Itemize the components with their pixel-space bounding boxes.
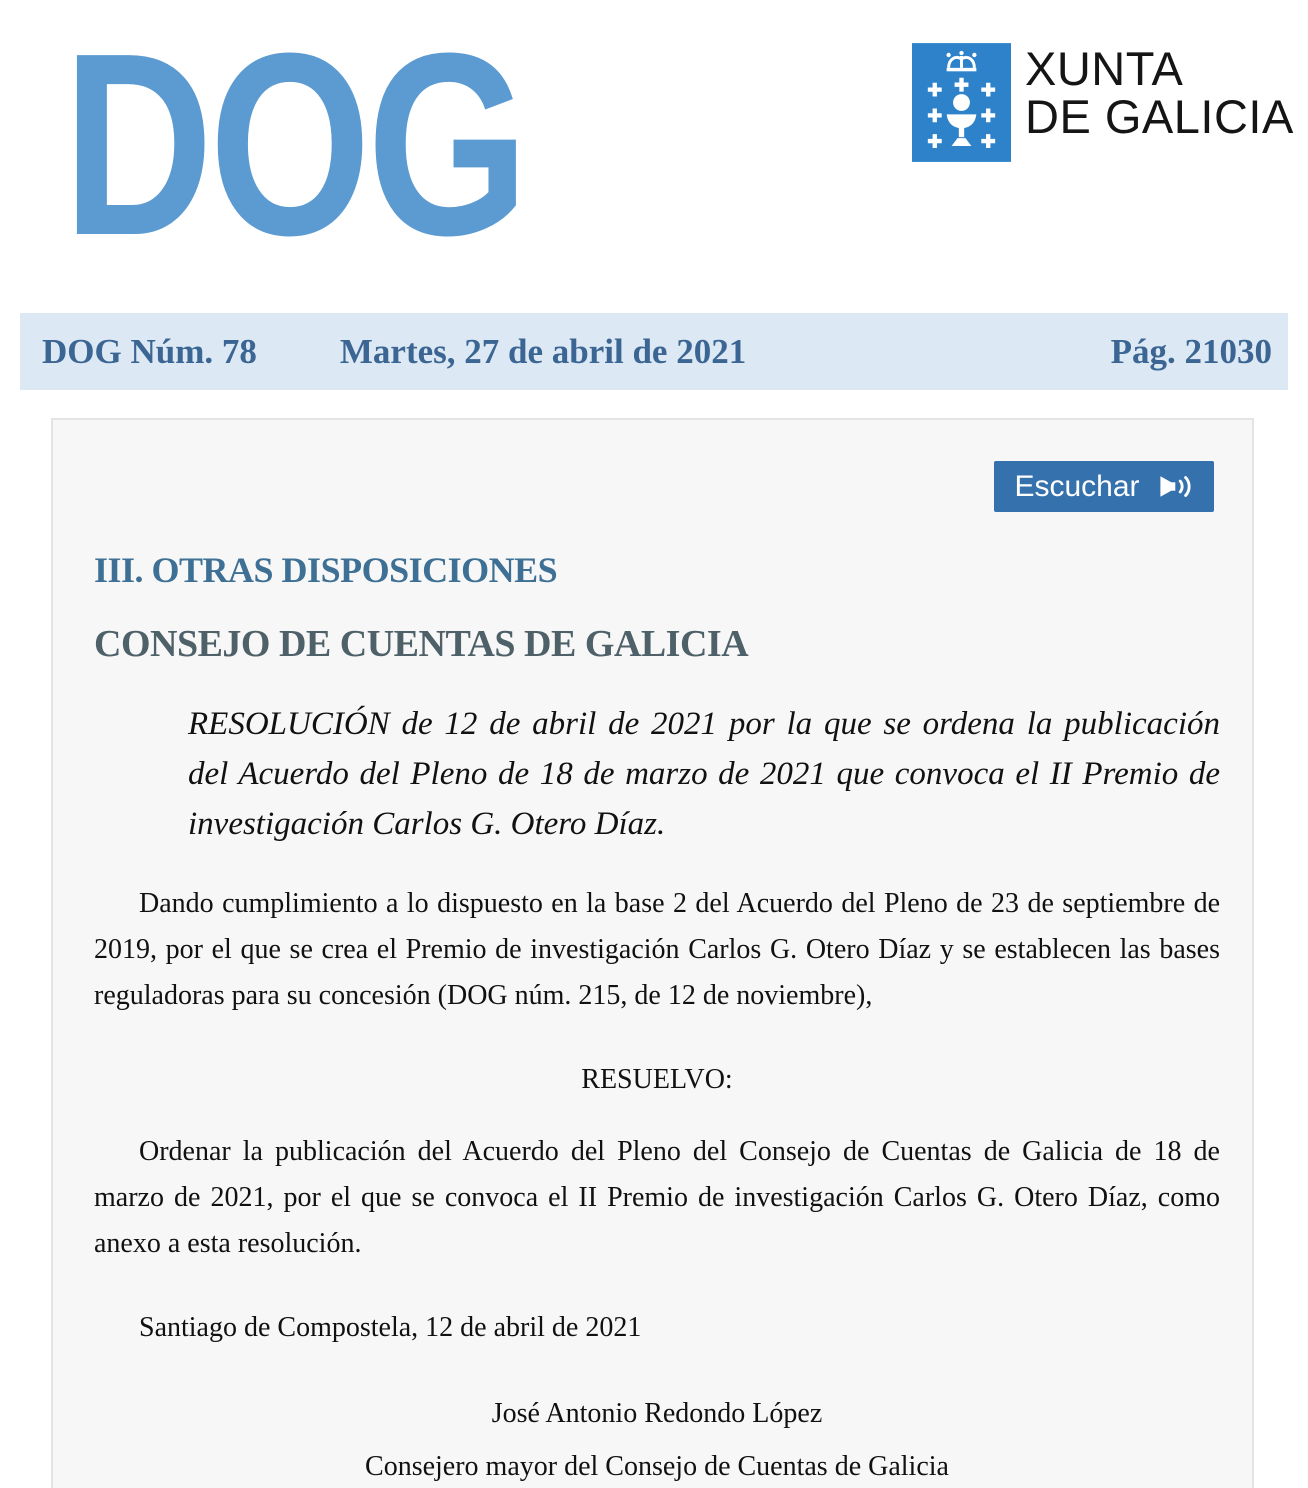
masthead — [0, 0, 1308, 313]
issue-info-bar — [20, 313, 1288, 390]
listen-button-row — [94, 461, 1214, 512]
paragraph-2: Ordenar la publicación del Acuerdo del Pleno del Consejo de Cuentas de Galicia de 18 de marzo de 2021, por el que se convoca el II Premio de investigación Carlos G. Otero Díaz, como anexo a esta resolución. — [94, 1136, 1220, 1259]
place-and-date: Santiago de Compostela, 12 de abril de 2021 — [139, 1312, 642, 1343]
page-number: Pág. 21030 — [1110, 331, 1272, 371]
issue-date: Martes, 27 de abril de 2021 — [339, 331, 747, 371]
xunta-galicia-emblem-icon — [912, 43, 1011, 162]
section-heading: III. OTRAS DISPOSICIONES — [94, 550, 558, 590]
listen-button[interactable] — [994, 461, 1214, 512]
listen-button-label: Escuchar — [1014, 469, 1140, 503]
organization-heading: CONSEJO DE CUENTAS DE GALICIA — [94, 623, 749, 665]
issue-number: DOG Núm. 78 — [42, 331, 257, 371]
xunta-logo-text-line1: XUNTA — [1025, 42, 1184, 95]
xunta-logo-wordmark — [1025, 42, 1294, 143]
dog-logo: DOG — [63, 0, 525, 290]
resolution-heading: RESUELVO: — [581, 1064, 733, 1095]
speaker-icon — [1158, 472, 1194, 501]
signatory-name: José Antonio Redondo López — [491, 1398, 823, 1429]
resolution-summary: RESOLUCIÓN de 12 de abril de 2021 por la que se ordena la publicación del Acuerdo del Pleno de 18 de marzo de 2021 que convoca el II Premio de investigación Carlos G. Otero Díaz. — [188, 706, 1220, 842]
signatory-title: Consejero mayor del Consejo de Cuentas de Galicia — [365, 1451, 949, 1482]
document-body — [51, 418, 1254, 1488]
xunta-logo-text-line2: DE GALICIA — [1025, 90, 1294, 143]
xunta-galicia-logo — [912, 43, 1294, 162]
paragraph-1: Dando cumplimiento a lo dispuesto en la base 2 del Acuerdo del Pleno de 23 de septiembre de 2019, por el que se crea el Premio de investigación Carlos G. Otero Díaz y se establecen las bases reguladoras para su concesión (DOG núm. 215, de 12 de noviembre), — [94, 888, 1220, 1011]
